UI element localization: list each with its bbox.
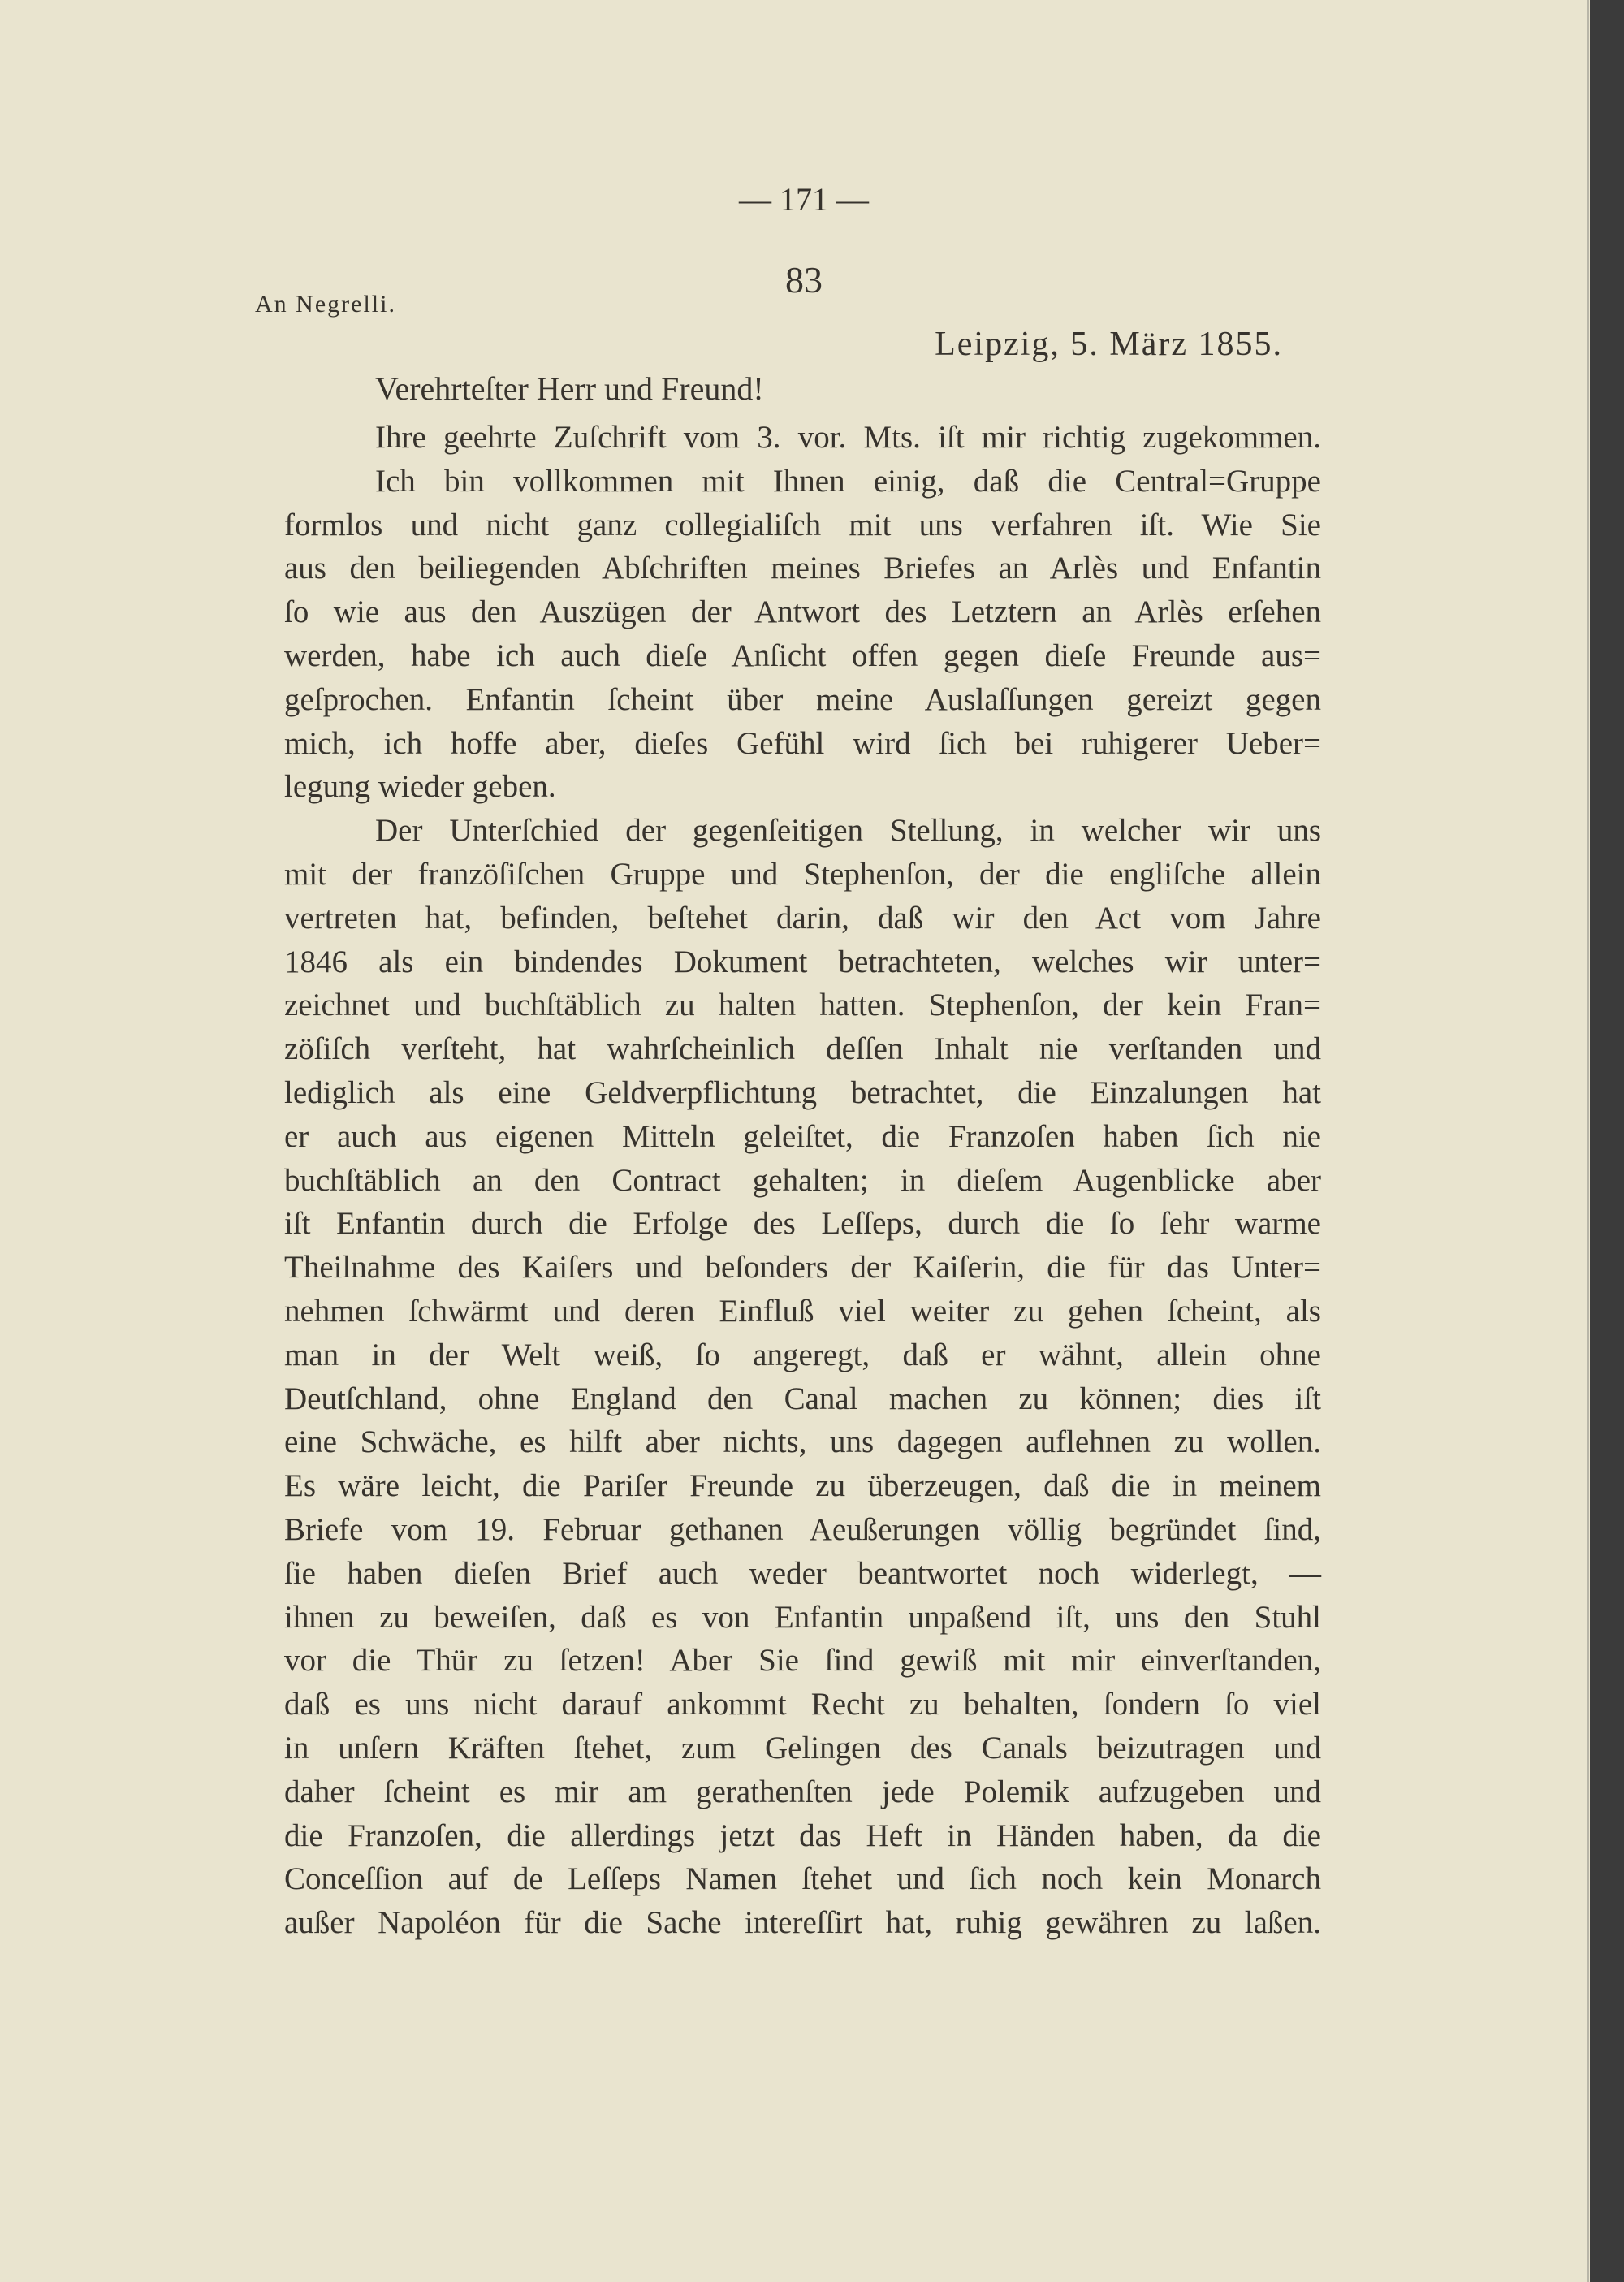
text-line: legung wieder geben. xyxy=(284,769,556,805)
text-line: Es wäre leicht, die Pariſer Freunde zu überzeugen, daß die in meinem xyxy=(284,1468,1321,1504)
text-line: vor die Thür zu ſetzen! Aber Sie ſind gewiß mit mir einverſtanden, xyxy=(284,1643,1321,1679)
text-line: Der Unterſchied der gegenſeitigen Stellung, in welcher wir uns xyxy=(375,813,1321,849)
text-line: mit der franzöſiſchen Gruppe und Stephenſon, der die engliſche allein xyxy=(284,856,1321,892)
text-line: zöſiſch verſteht, hat wahrſcheinlich deſſen Inhalt nie verſtanden und xyxy=(284,1031,1321,1067)
text-line: Theilnahme des Kaiſers und beſonders der Kaiſerin, die für das Unter= xyxy=(284,1250,1321,1286)
text-line: nehmen ſchwärmt und deren Einfluß viel weiter zu gehen ſcheint, als xyxy=(284,1293,1321,1329)
text-line: ihnen zu beweiſen, daß es von Enfantin unpaßend iſt, uns den Stuhl xyxy=(284,1599,1321,1635)
text-line: Briefe vom 19. Februar gethanen Aeußerungen völlig begründet ſind, xyxy=(284,1511,1321,1547)
letter-number: 83 xyxy=(785,259,823,300)
text-line: iſt Enfantin durch die Erfolge des Leſſeps, durch die ſo ſehr warme xyxy=(284,1206,1321,1242)
page-number: — 171 — xyxy=(739,181,869,218)
scan-background-edge xyxy=(1590,0,1624,2282)
text-line: mich, ich hoffe aber, dieſes Gefühl wird ſich bei ruhigerer Ueber= xyxy=(284,725,1321,761)
text-line: Conceſſion auf de Leſſeps Namen ſtehet und ſich noch kein Monarch xyxy=(284,1861,1321,1897)
text-line: ſo wie aus den Auszügen der Antwort des Letztern an Arlès erſehen xyxy=(284,594,1321,630)
text-line: in unſern Kräften ſtehet, zum Gelingen des Canals beizutragen und xyxy=(284,1730,1321,1766)
text-line: zeichnet und buchſtäblich zu halten hatten. Stephenſon, der kein Fran= xyxy=(284,988,1321,1023)
recipient: An Negrelli. xyxy=(255,291,396,318)
text-line: vertreten hat, befinden, beſtehet darin, daß wir den Act vom Jahre xyxy=(284,900,1321,936)
page-edge-line xyxy=(1587,0,1589,2282)
salutation: Verehrteſter Herr und Freund! xyxy=(375,370,764,407)
text-line: daß es uns nicht darauf ankommt Recht zu behalten, ſondern ſo viel xyxy=(284,1687,1321,1722)
text-line: Ich bin vollkommen mit Ihnen einig, daß die Central=Gruppe xyxy=(375,463,1321,499)
text-line: er auch aus eigenen Mitteln geleiſtet, die Franzoſen haben ſich nie xyxy=(284,1118,1321,1154)
text-line: buchſtäblich an den Contract gehalten; in dieſem Augenblicke aber xyxy=(284,1162,1321,1198)
text-line: ſie haben dieſen Brief auch weder beantwortet noch widerlegt, — xyxy=(284,1555,1321,1591)
text-line: 1846 als ein bindendes Dokument betrachteten, welches wir unter= xyxy=(284,944,1321,979)
text-line: eine Schwäche, es hilft aber nichts, uns dagegen auflehnen zu wollen. xyxy=(284,1424,1321,1460)
place-date: Leipzig, 5. März 1855. xyxy=(935,326,1283,363)
text-line: Ihre geehrte Zuſchrift vom 3. vor. Mts. iſt mir richtig zugekommen. xyxy=(375,420,1321,455)
text-line: aus den beiliegenden Abſchriften meines Briefes an Arlès und Enfantin xyxy=(284,551,1321,586)
text-line: die Franzoſen, die allerdings jetzt das Heft in Händen haben, da die xyxy=(284,1817,1321,1853)
letter-body xyxy=(284,416,1321,1945)
text-line: lediglich als eine Geldverpflichtung betrachtet, die Einzalungen hat xyxy=(284,1074,1321,1110)
text-line: daher ſcheint es mir am gerathenſten jede Polemik aufzugeben und xyxy=(284,1774,1321,1809)
text-line: formlos und nicht ganz collegialiſch mit uns verfahren iſt. Wie Sie xyxy=(284,507,1321,542)
text-line: Deutſchland, ohne England den Canal machen zu können; dies iſt xyxy=(284,1381,1321,1416)
text-line: außer Napoléon für die Sache intereſſirt hat, ruhig gewähren zu laßen. xyxy=(284,1905,1321,1941)
text-line: werden, habe ich auch dieſe Anſicht offen gegen dieſe Freunde aus= xyxy=(284,637,1321,673)
text-line: geſprochen. Enfantin ſcheint über meine Auslaſſungen gereizt gegen xyxy=(284,681,1321,717)
text-line: man in der Welt weiß, ſo angeregt, daß er wähnt, allein ohne xyxy=(284,1337,1321,1372)
